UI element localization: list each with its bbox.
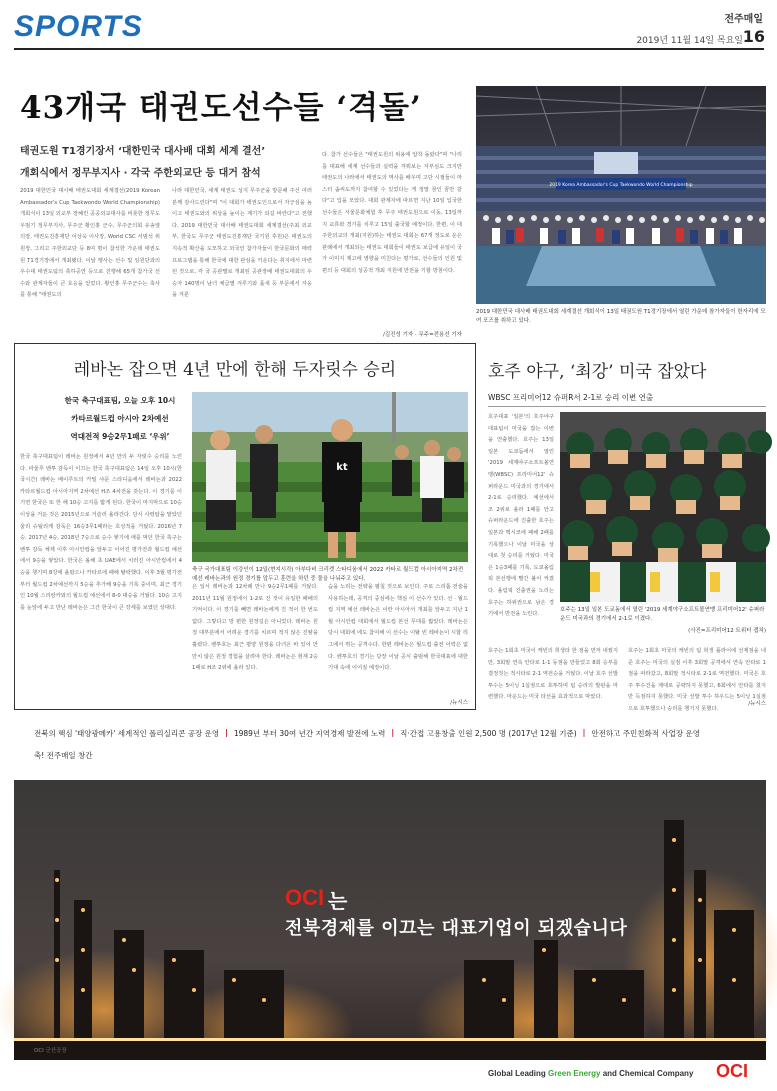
story2-column-3: 습을 노리는 전략을 펼칠 것으로 보인다. 주로 스리톱 전술을 사용하는데, 공격의 중심에는 핵심 이 선수가 있다. 선 · 월드컵 지역 예선 레바논은 이란 아시아서 개최를 앞두고 지난 1월 아시안컵 대회에서 월드컵 본선 무대를 밟았다. 레바논은 당시 대회에 에도 참여해 이 선수는 이탈 빈 레바논이 시합 리그에서 뛰는 공격수다. 한편 레바논은 월드컵 출전 이력은 없다. 벤투호의 경기는 당장 이날 공식 출범해 한국대표에 대한 기대 속에 이어질 예정이다. [328,584,468,672]
story1-column-2: 나라 대한민국, 세계 태권도 성지 무주군을 방문해 주신 여러분께 감사드린다"며 "이 대회가 태권도인으로서 자긍심을 높이고 태권도와의 위상을 높이는 계기가 되길 바란다"고 전했다. 2019 대한민국 대사배 태권도대회 세계결선(주최 외교부, 한국도 무주군 태권도진흥재단 국기원 후원)은 태권도의 지속적 확산을 도모하고 외국인 참가자들이 한국문화의 매력 프로그램을 통해 한국에 대한 관심을 키운다는 취지에서 마련된 것으로, 각 국 공관별로 개최된 공관장배 태권도대회의 우승자 140명이 남녀 체급별 겨루기와 품새 등 부문에서 자웅을 겨룬 [172,188,312,299]
header-rule [14,48,764,50]
story3-headline: 호주 야구, ‘최강’ 미국 잡았다 [488,362,707,382]
ad-tagline-start: Global Leading [488,1069,549,1078]
section-title: SPORTS [14,10,143,43]
story2-column-1: 한국 축구대표팀이 레바논 원정에서 4년 만의 두 자릿수 승리를 노린다. 파울루 벤투 감독이 이끄는 한국 축구대표팀은 14일 오후 10시(한국시간) 레바논 베이루트의 카밀 샤문 스타디움에서 레바논과 2022 카타르월드컵 아시아지역 2차예선 H조 4차전을 갖는다. 이 경기를 이기면 한국은 또 한 해 10승 고지를 밟게 된다. 한국이 마지막으로 10승 이상을 거둔 것은 2015년으로 거슬러 올라간다. 당시 사령탑을 맡았던 울리 슈틸리케 감독은 16승3무1패라는 호성적을 거뒀다. 2016년 7승, 2017년 4승, 2018년 7승으로 승수 쌓기에 애를 먹던 한국 축구는 벤투 감독 체제 이후 아시안컵을 앞두고 이어진 평가전과 월드컵 예선에서 9승을 쌓았다. 한국은 올해 초 UAE에서 치러진 아시안컵에서 4승을 챙기며 8강에 올랐으나 카타르에 패해 탈락했다. 이후 3월 평가전부터 월드컵 2차예선까지 5승을 추가해 9승을 기록 중이며, 최근 경기인 10월 스리랑카와의 월드컵 예선에서 8-0 대승을 거뒀다. 10승 고지를 눈앞에 두고 만난 레바논은 그간 한국이 큰 강세를 보였던 상대다. [20,454,182,611]
ad-photo-credit: OCI 군산공장 [34,1048,67,1054]
ad-separator: | [225,728,228,737]
ad-tagline-end: and Chemical Company [600,1069,694,1078]
ad-slogan: 전북경제를 이끄는 대표기업이 되겠습니다 [285,918,628,939]
ad-slogan-particle: 는 [328,889,348,913]
ad-feature-item: 1989년 부터 30여 년간 지역경제 발전에 노력 [233,729,386,738]
ad-congratulations: 축! 전주매일 창간 [34,751,93,760]
oci-logo-bottom: OCI [716,1061,749,1081]
ad-separator: | [391,728,395,737]
issue-date: 2019년 11월 14일 목요일 [636,36,743,46]
story3-column-1: 호주대표 '일본'의 호주야구대표팀이 미국을 잡는 이변을 연출했다. 호주는 13일 일본 도쿄돔에서 열린 '2019 세계야구소프트볼연맹(WBSC) 프리미어12' 슈퍼라운드 미국과의 경기에서 2-1로 승리했다. 예선에서 조 2위로 올라 1패를 안고 슈퍼라운드에 진출한 호주는 일본과 멕시코에 패해 2패를 기록했으나 이날 미국을 상대로 첫 승리를 거뒀다. 미국은 1승3패를 기록, 도쿄올림픽 본선행에 빨간 불이 켜졌다. 올림픽 진출권을 노리는 호주는 하위권으로 남은 경기에서 반전을 노린다. [488,414,554,618]
ad-tagline-green: Green Energy [548,1069,601,1078]
ad-feature-item: 직·간접 고용창출 인원 2,500 명 (2017년 12월 기준) [400,729,577,738]
story3-byline: /뉴시스 [748,701,766,707]
story1-subheadline-2: 개회식에서 정무부지사 · 각국 주한외교단 등 대거 참석 [20,168,261,179]
baseball-team-photo [560,412,766,602]
story3-subheadline: WBSC 프리미어12 슈퍼R서 2-1로 승리 이변 연출 [488,393,654,402]
oci-logo: OCI [285,885,325,910]
story3-photo-credit: (사진=프리미어12 트위터 캡쳐) [688,628,766,634]
page-number: 16 [742,27,765,46]
story3-rule [488,406,766,407]
story2-subheadline-2: 카타르월드컵 아시아 2차예선 [71,414,169,423]
story1-byline: /김진성 기자 · 무주=전용선 기자 [383,332,462,338]
story1-headline: 43개국 태권도선수들 ‘격돌’ [20,90,422,126]
svg-text:kt: kt [336,462,348,473]
ad-separator: | [582,728,586,737]
story2-headline: 레바논 잡으면 4년 만에 한해 두자릿수 승리 [73,360,397,380]
ad-tagline [488,1069,693,1078]
story2-byline: /뉴시스 [450,700,468,706]
photo-banner-text: 2019 Korea Ambassador's Cup Taekwondo World Championship [549,183,693,188]
story2-subheadline-1: 한국 축구대표팀, 오늘 오후 10시 [64,396,176,405]
story2-column-2: 은 일서 레바논과 12차례 만나 9승2무1패를 거뒀다. 2011년 11월 원정에서 1-2로 진 것이 유일한 패배의 기억이다. 이 경기를 빼면 레바논에게 진 적이 한 번도 없다. 그렇다고 방 편한 원정길은 아니었다. 레바논 원정 대부분에서 어려운 경기를 치르며 적지 않은 진땀을 흘렸다. 벤투호는 최근 평양 원정을 다녀온 바 있어 만만치 않은 원정 경험을 살려야 한다. 레바논은 현재 2승1패로 H조 2위에 올라 있다. [192,584,318,672]
story1-column-1: 2019 대한민국 대사배 태권도대회 세계결선(2019 Korean Ambassador's Cup Taekwondo World Championship) 개회식이 13일 외교부 장혜린 공공외교대사를 비롯한 정무도 우범기 정무부지사, 무주군 황인홍 군수, 무주군의회 유송열 의장, 태권도진흥재단 이상욱 이사장, World CSC 서범석 위원장, 그리고 주한외교단 등 8여 명이 참석한 가운데 태권도원 T1경기장에서 개최됐다. 이날 행사는 선수 및 임원단과의 우수대 태권도팀의 축하공연 등으로 진행해 65개 참가국 선수와 관계자들이 큰 호응을 얻었다. 황인홍 무주군수는 축사를 통해 "태권도의 [20,188,160,299]
ad-feature-list [34,728,700,739]
ad-feature-item: 안전하고 주민친화적 사업장 운영 [591,729,700,738]
story1-photo-caption: 2019 대한민국 대사배 태권도대회 세계결선 개회식이 13일 태권도원 T1경기장에서 열린 가운데 참가자들이 한자리에 모여 포즈를 취하고 있다. [476,309,766,324]
newspaper-name: 전주매일 [724,14,763,25]
ad-feature-item: 전북의 핵심 '태양광메카' 세계적인 폴리실리콘 공장 운영 [34,729,220,738]
story1-subheadline-1: 태권도원 T1경기장서 ‘대한민국 대사배 대회 세계 결선’ [20,146,266,157]
story3-photo-caption: 호주는 13일 일본 도쿄돔에서 열린 '2019 세계야구소프트볼연맹 프리미어12' 슈퍼라운드 미국과의 경기에서 2-1로 이겼다. [560,607,765,622]
story2-subheadline-3: 역대전적 9승2무1패로 ‘우위’ [70,432,170,441]
story2-photo-caption: 축구 국가대표팀 이강인이 12일(현지시각) 아부다비 크리켓 스타디움에서 2022 카타르 월드컵 아시아지역 2차전 예선 레바논과의 원정 경기를 앞두고 훈련을 하던 중 물을 나눠주고 있다. [192,567,464,582]
story3-column-3: 호주는 1회초 미국의 케빈의 팀 희생 플라이에 선제점을 내준 호주는 미국의 실점 이후 3회말 공격에서 연속 안타로 1점을 따라갔고, 8회말 적시타로 2-1로 역전했다. 미국은 호주 투수진을 제대로 공략하지 못했고, 6회에서 안타를 쳤지만 득점하지 못했다. 미국 선발 투수 하우드는 5이닝 1실점으로 호투했으나 승리를 챙기지 못했다. [628,648,766,712]
football-training-photo [192,392,468,562]
taekwondo-ceremony-photo [476,86,766,304]
story3-column-2: 호주는 1회초 미국이 케빈의 희생타 한 점을 먼저 내줬지만, 3회말 연속 안타로 1-1 동점을 만들었고 8회 승부를 결정짓는 적시타로 2-1 역전승을 거뒀다. 이날 호주 선발 투수는 5이닝 1실점으로 호투하며 팀 승리의 발판을 마련했다. 마운드는 미국 타선을 효과적으로 막았다. [488,648,618,701]
story1-column-3: 다. 참가 선수들은 "태권도원의 위용에 압착 돌랐다"며 "나리를 대표해 세계 선수들과 실력을 겨뤄보는 자부심도 크지만 태권도의 나라에서 태권도의 역사를 배우며 고단 시절들이 마스터 솜씨도까지 참여할 수 있었다는 게 정말 꿈인 꿈만 같다"고 입을 모았다. 대회 관계자에 따르면 지난 10일 입국한 선수들은 서울문화체험 후 무주 태권도원으로 이동, 13일까지 교류와 경기를 치루고 15일 출국할 예정이다. 한편, 이 대 주한외교의 개최(지원)하는 태권도 대회는 67개 정도로 운은 관례에서 개최되는 태권도 대회들이 태권도 보급에 유일이 국가 이미지 제고에 영향을 미친다는 평가로, 선수들의 인원 및 편의 등 대회의 성공적 개최 지원에 만전을 기할 방침이다. [322,152,462,274]
